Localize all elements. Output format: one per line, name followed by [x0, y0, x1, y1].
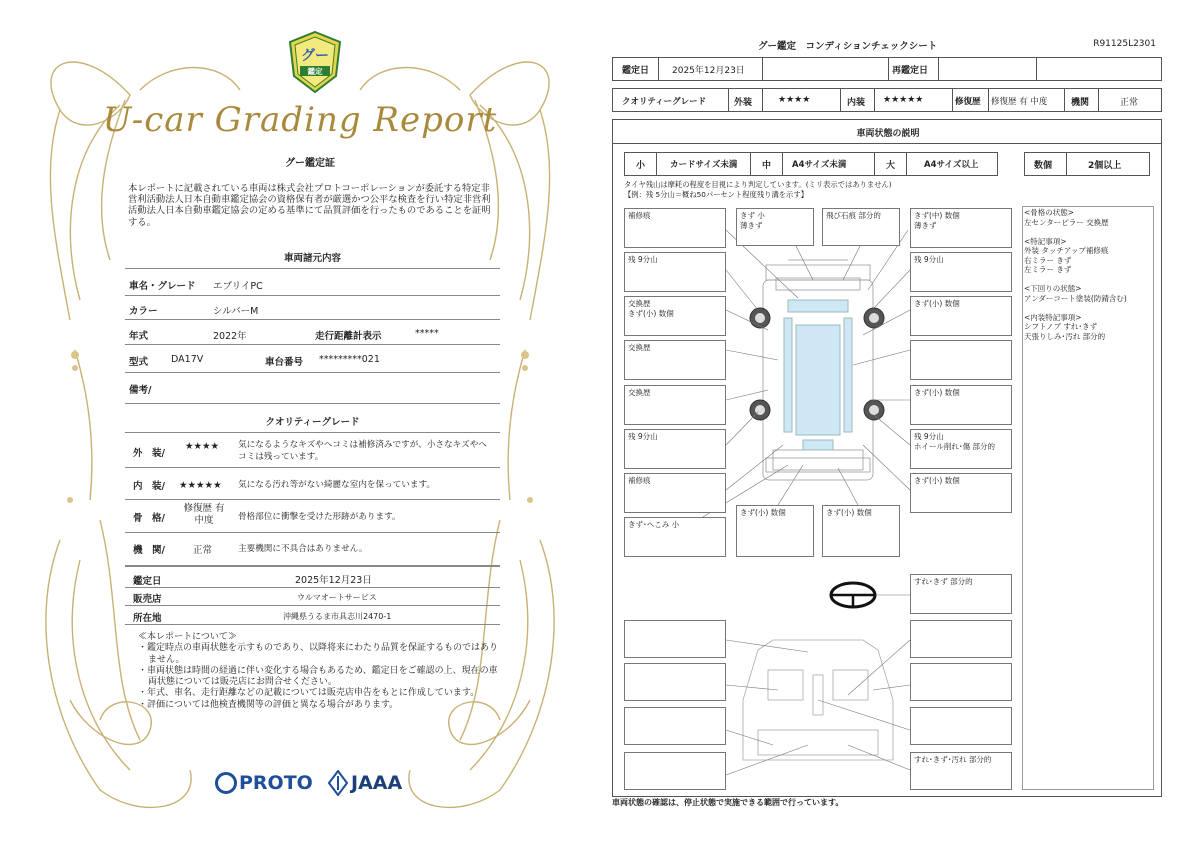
- special-note-line: [1024, 227, 1162, 237]
- count-label: 数個: [1034, 161, 1053, 171]
- size-large: 大: [886, 161, 896, 171]
- interior-label: 内装: [847, 98, 866, 108]
- year-label: 年式: [129, 331, 149, 342]
- goo-kantei-badge-icon: [286, 30, 344, 94]
- damage-box-steering: すれ･きず 部分的: [910, 574, 1012, 614]
- damage-box-top-2: 飛び石痕 部分的: [822, 208, 900, 246]
- damage-box-left-5: 交換歴: [624, 385, 726, 425]
- proto-logo-icon: [215, 772, 237, 794]
- damage-box-left-4: 交換歴: [624, 340, 726, 380]
- jaaa-logo-icon: [328, 770, 348, 796]
- badge-subtext: 鑑定: [307, 67, 323, 76]
- glass-area: [796, 325, 840, 435]
- notes-title: ≪本レポートについて≫: [138, 632, 237, 642]
- engine-value: 正常: [1120, 98, 1139, 108]
- interior-box-5: [910, 620, 1012, 658]
- exterior-value: ★★★★: [778, 95, 811, 105]
- name-label: 車名・グレード: [129, 281, 196, 292]
- sheet-title: グー鑑定 コンディションチェックシート: [758, 41, 938, 52]
- interior-box-3: [624, 707, 726, 745]
- note-item: ・鑑定時点の車両状態を示すものであり、以降将来にわたり品質を保証するものではありません。: [138, 643, 499, 665]
- special-note-line: 天張りしみ･汚れ 部分的: [1024, 331, 1106, 341]
- shop-value: ウルマオートサービス: [297, 593, 377, 602]
- remarks-label: 備考/: [129, 385, 152, 396]
- special-note-line: <下回りの状態>: [1024, 284, 1082, 293]
- damage-box-right-5: きず(小) 数個: [910, 385, 1012, 425]
- special-note-line: [1024, 303, 1162, 313]
- shop-label: 販売店: [133, 594, 162, 605]
- spec-row-remarks: [125, 373, 500, 404]
- damage-box-left-8: きず･へこみ 小: [624, 517, 726, 557]
- damage-box-right-3: きず(小) 数個: [910, 296, 1012, 336]
- inspect-date-value: 2025年12月23日: [672, 66, 745, 76]
- color-label: カラー: [129, 306, 158, 317]
- grade-label: 外 装/: [133, 448, 165, 459]
- grade-row-frame: [125, 500, 500, 533]
- size-large-desc: A4サイズ以上: [924, 160, 979, 170]
- address-label: 所在地: [133, 613, 162, 624]
- inspect-date-label: 鑑定日: [622, 66, 650, 76]
- grade-desc: 主要機関に不具合はありません。: [238, 544, 368, 554]
- color-value: シルバーM: [213, 306, 259, 317]
- jaaa-logo-text: JAAA: [351, 772, 403, 794]
- special-note-line: 左ミラー きず: [1024, 265, 1072, 274]
- damage-box-bottom-2: きず(小) 数個: [822, 505, 900, 557]
- certificate-title: グー鑑定証: [285, 158, 335, 169]
- address-value: 沖縄県うるま市具志川2470-1: [283, 612, 392, 621]
- grade-desc: 気になるようなキズやヘコミは補修済みですが、小さなキズやヘコミは残っています。: [238, 440, 487, 462]
- damage-box-left-2: 残 9分山: [624, 252, 726, 292]
- note-item: ・車両状態は時間の経過に伴い変化する場合もあるため、鑑定日をご確認の上、現在の車両状態については販売店にお問合せください。: [138, 665, 498, 688]
- condition-title: 車両状態の説明: [856, 129, 920, 139]
- footer-note: 車両状態の確認は、停止状態で実施できる範囲で行っています。: [612, 798, 844, 807]
- date-row: [125, 566, 500, 588]
- proto-logo-text: PROTO: [239, 772, 313, 794]
- steering-wheel-icon: [831, 583, 875, 607]
- badge-text: グー: [301, 48, 329, 64]
- chassis-value: *********021: [319, 354, 380, 365]
- size-mid: 中: [762, 161, 772, 171]
- damage-box-top-1: きず 小 薄きず: [736, 208, 814, 246]
- tire-note-example: 【例：残 5分山＝概ね50パーセント程度残り溝を示す】: [624, 190, 808, 199]
- damage-box-left-1: 補修痕: [624, 208, 726, 248]
- mileage-value: *****: [415, 328, 439, 339]
- grade-value: 正常: [193, 545, 213, 556]
- special-note-line: 外装 タッチアップ補修痕: [1024, 246, 1109, 255]
- size-mid-desc: A4サイズ未満: [792, 160, 847, 170]
- spec-row-year: [125, 320, 500, 345]
- grade-value: ★★★★★: [179, 480, 222, 491]
- spec-row-color: [125, 296, 500, 320]
- interior-value: ★★★★★: [883, 95, 924, 105]
- shop-row: [125, 588, 500, 606]
- date-label: 鑑定日: [133, 576, 162, 587]
- script-title: U-car Grading Report: [102, 100, 498, 140]
- damage-box-right-2: 残 9分山: [910, 252, 1012, 292]
- date-value: 2025年12月23日: [295, 575, 372, 586]
- note-item: ・年式、車名、走行距離などの記載については販売店申告をもとに作成しています。: [138, 688, 480, 699]
- grade-label: 内 装/: [133, 481, 165, 492]
- special-note-line: <骨格の状態>: [1024, 208, 1075, 217]
- grade-value: 修復歴 有 中度: [183, 503, 225, 526]
- grade-row-engine: [125, 533, 500, 566]
- damage-box-bottom-1: きず(小) 数個: [736, 505, 814, 557]
- repair-value: 修復歴 有 中度: [991, 97, 1048, 107]
- grade-label: 骨 格/: [133, 513, 165, 524]
- engine-label: 機関: [1071, 98, 1090, 108]
- special-note-line: アンダーコート塗装(防錆含む): [1024, 293, 1127, 303]
- special-note-line: [1024, 275, 1162, 285]
- interior-box-1: [624, 620, 726, 658]
- report-notes: [138, 632, 498, 711]
- damage-box-right-4: [910, 340, 1012, 380]
- special-note-line: <特記事項>: [1024, 236, 1067, 246]
- quality-label: クオリティーグレード: [622, 97, 707, 107]
- size-small-desc: カードサイズ未満: [670, 160, 738, 170]
- model-label: 型式: [129, 357, 149, 368]
- specs-section-title: 車両諸元内容: [283, 253, 341, 264]
- grade-row-exterior: [125, 432, 500, 468]
- special-note-line: 左センターピラー 交換歴: [1024, 217, 1109, 227]
- mileage-label: 走行距離計表示: [315, 331, 382, 342]
- special-note-line: <内装特記事項>: [1024, 312, 1082, 322]
- address-row: [125, 606, 500, 625]
- model-value: DA17V: [171, 354, 204, 365]
- name-value: エブリイPC: [213, 281, 263, 292]
- grade-value: ★★★★: [185, 441, 220, 452]
- size-small: 小: [636, 161, 646, 171]
- reinspect-label: 再鑑定日: [892, 66, 929, 76]
- grade-row-interior: [125, 468, 500, 500]
- damage-box-right-1: きず(中) 数個 薄きず: [910, 208, 1012, 248]
- chassis-label: 車台番号: [265, 357, 304, 368]
- damage-box-left-7: 補修痕: [624, 473, 726, 513]
- interior-box-7: [910, 707, 1012, 745]
- damage-box-left-6: 残 9分山: [624, 429, 726, 469]
- spec-row-name: [125, 268, 500, 296]
- exterior-label: 外装: [734, 98, 753, 108]
- grade-desc: 骨格部位に衝撃を受けた形跡があります。: [238, 512, 401, 522]
- report-id: R91125L2301: [1093, 39, 1156, 49]
- special-note-line: 右ミラー きず: [1024, 255, 1072, 265]
- tire-note: タイヤ残山は摩耗の程度を目視により判定しています。(ミリ表示ではありません): [624, 180, 892, 189]
- grade-section-title: クオリティーグレード: [265, 417, 360, 428]
- grade-label: 機 関/: [133, 545, 165, 556]
- interior-box-8: すれ･きず･汚れ 部分的: [910, 752, 1012, 790]
- certificate-statement: 本レポートに記載されている車両は株式会社プロトコーポレーションが委託する特定非営利活動法人日本自動車鑑定協会の資格保有者が厳選かつ公平な検査を行い特定非営利活動法人日本自動車鑑定協会の定める基準にて品質評価を行ったものであることを証明する。: [128, 183, 491, 228]
- damage-box-left-3: 交換歴 きず(小) 数個: [624, 296, 726, 336]
- note-item: ・評価については他検査機関等の評価と異なる場合があります。: [138, 699, 399, 710]
- damage-box-right-7: きず(小) 数個: [910, 473, 1012, 513]
- count-desc: 2個以上: [1088, 161, 1122, 171]
- special-notes: [1024, 208, 1162, 341]
- grade-desc: 気になる汚れ等がない綺麗な室内を保っています。: [238, 480, 435, 490]
- repair-label: 修復歴: [955, 97, 981, 107]
- special-note-line: シフトノブ すれ･きず: [1024, 322, 1098, 331]
- condition-check-sheet: [608, 0, 1200, 848]
- interior-box-4: [624, 752, 726, 790]
- interior-box-6: [910, 663, 1012, 701]
- year-value: 2022年: [213, 331, 247, 342]
- interior-box-2: [624, 663, 726, 701]
- spec-row-model: [125, 345, 500, 373]
- damage-box-right-6: 残 9分山 ホイール削れ･傷 部分的: [910, 429, 1012, 469]
